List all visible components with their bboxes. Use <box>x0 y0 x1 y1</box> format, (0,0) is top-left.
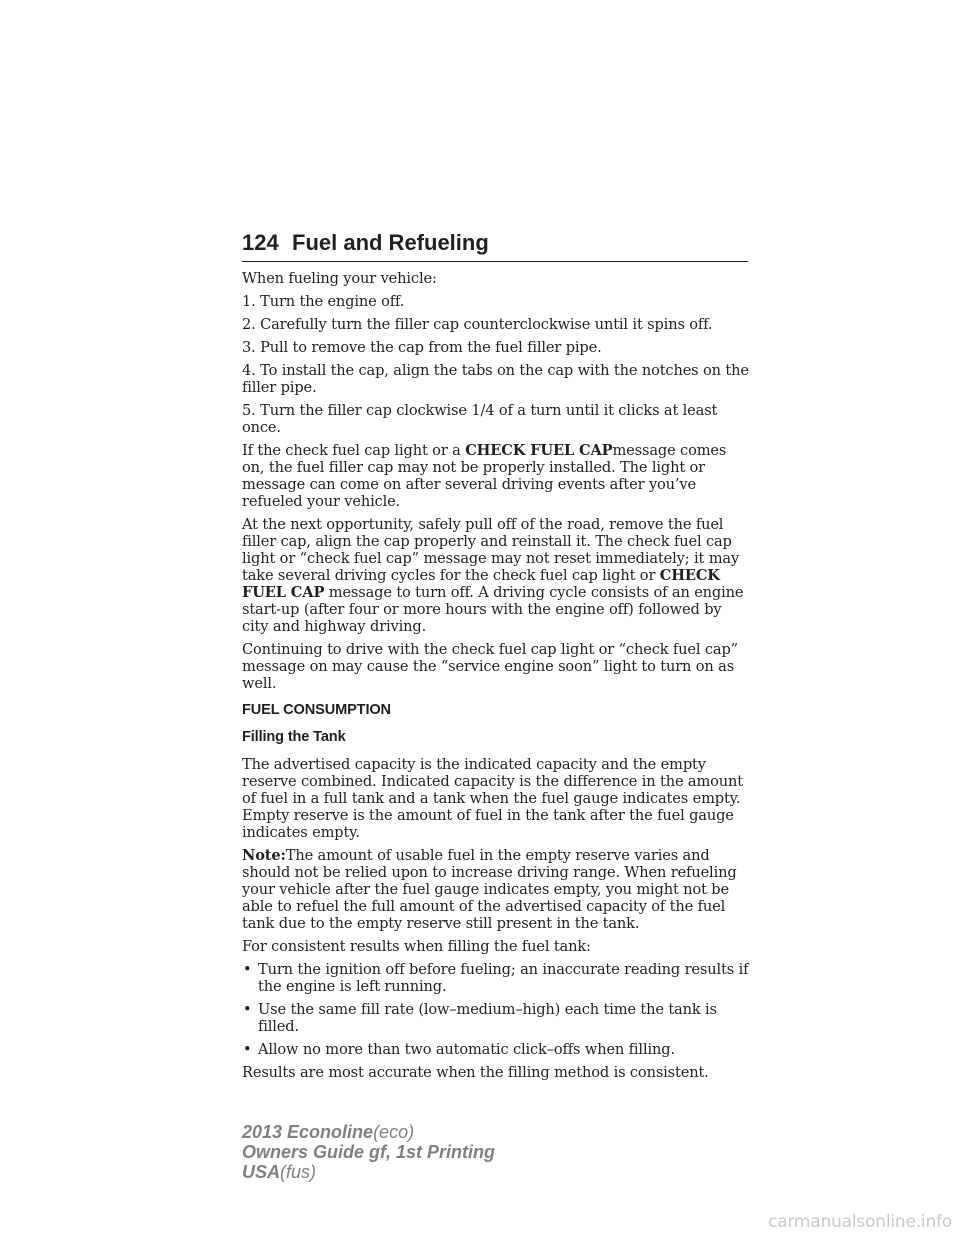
list-item <box>242 1041 752 1058</box>
page-content <box>242 270 752 1087</box>
next-opportunity-paragraph <box>242 516 752 635</box>
footer-line-2 <box>242 1142 495 1162</box>
note-text: The amount of usable fuel in the empty reserve varies and should not be relied upon to increase driving range. When refueling your vehicle after the fuel gauge indicates empty, you might not be able to refuel the full amount of the advertised capacity of the fuel tank due to the empty reserve still present in the tank. <box>242 847 737 932</box>
intro-paragraph: When fueling your vehicle: <box>242 270 437 287</box>
step-1: 1. Turn the engine off. <box>242 293 405 310</box>
page-header <box>242 229 748 262</box>
check-fuel-cap-message-label: CHECK FUEL CAP <box>465 442 613 459</box>
check-fuel-cap-paragraph <box>242 442 752 510</box>
check-fuel-cap-text-a: If the check fuel cap light or a <box>242 442 466 459</box>
footer-line-3 <box>242 1162 495 1182</box>
list-item <box>242 961 752 995</box>
advertised-capacity-paragraph: The advertised capacity is the indicated capacity and the empty reserve combined. Indicated capacity is the difference in the amount of fuel in a full tank and a tank when the fuel gauge indicates empty. Empty reserve is the amount of fuel in the tank after the fuel gauge indicates empty. <box>242 756 744 841</box>
note-label: Note: <box>242 847 286 864</box>
footer-market-code: (fus) <box>280 1162 317 1182</box>
footer-market: USA <box>242 1162 281 1182</box>
document-footer <box>242 1122 495 1182</box>
list-item-text: Turn the ignition off before fueling; an inaccurate reading results if the engine is left running. <box>258 961 749 995</box>
footer-line-1 <box>242 1122 495 1142</box>
step-4: 4. To install the cap, align the tabs on the cap with the notches on the filler pipe. <box>242 362 749 396</box>
check-fuel-cap-text-c: message comes on, the fuel filler cap may not be properly installed. The light or message can come on after several driving events after you’ve refueled your vehicle. <box>242 442 727 510</box>
filling-tips-list <box>242 961 752 1058</box>
bullet-icon: • <box>243 1041 252 1058</box>
step-2: 2. Carefully turn the filler cap counterclockwise until it spins off. <box>242 316 713 333</box>
page-number: 124 <box>242 230 279 255</box>
continuing-paragraph: Continuing to drive with the check fuel cap light or “check fuel cap” message on may cause the “service engine soon” light to turn on as well. <box>242 641 738 692</box>
consistent-results-paragraph: For consistent results when filling the fuel tank: <box>242 938 591 955</box>
site-watermark: carmanualsonline.info <box>768 1212 952 1232</box>
section-title: Fuel and Refueling <box>292 230 489 255</box>
bullet-icon: • <box>243 1001 252 1018</box>
footer-model: 2013 Econoline <box>242 1122 374 1142</box>
footer-printing: Owners Guide gf, 1st Printing <box>242 1142 496 1162</box>
next-opportunity-text-c: message to turn off. A driving cycle consists of an engine start-up (after four or more hours with the engine off) followed by city and highway driving. <box>242 584 744 635</box>
note-paragraph <box>242 847 752 932</box>
step-5: 5. Turn the filler cap clockwise 1/4 of a turn until it clicks at least once. <box>242 402 718 436</box>
footer-model-code: (eco) <box>373 1122 415 1142</box>
list-item <box>242 1001 752 1035</box>
step-3: 3. Pull to remove the cap from the fuel filler pipe. <box>242 339 602 356</box>
results-paragraph: Results are most accurate when the filling method is consistent. <box>242 1064 709 1081</box>
list-item-text: Use the same fill rate (low–medium–high) each time the tank is filled. <box>258 1001 717 1035</box>
fuel-consumption-heading: FUEL CONSUMPTION <box>242 702 391 718</box>
next-opportunity-message-label: CHECK FUEL CAP <box>242 567 720 601</box>
filling-the-tank-subheading: Filling the Tank <box>242 729 346 745</box>
list-item-text: Allow no more than two automatic click–offs when filling. <box>258 1041 675 1058</box>
next-opportunity-text-a: At the next opportunity, safely pull off of the road, remove the fuel filler cap, align the cap properly and reinstall it. The check fuel cap light or “check fuel cap” message may not reset immediately; it may take several driving cycles for the check fuel cap light or <box>242 516 740 584</box>
bullet-icon: • <box>243 961 252 978</box>
